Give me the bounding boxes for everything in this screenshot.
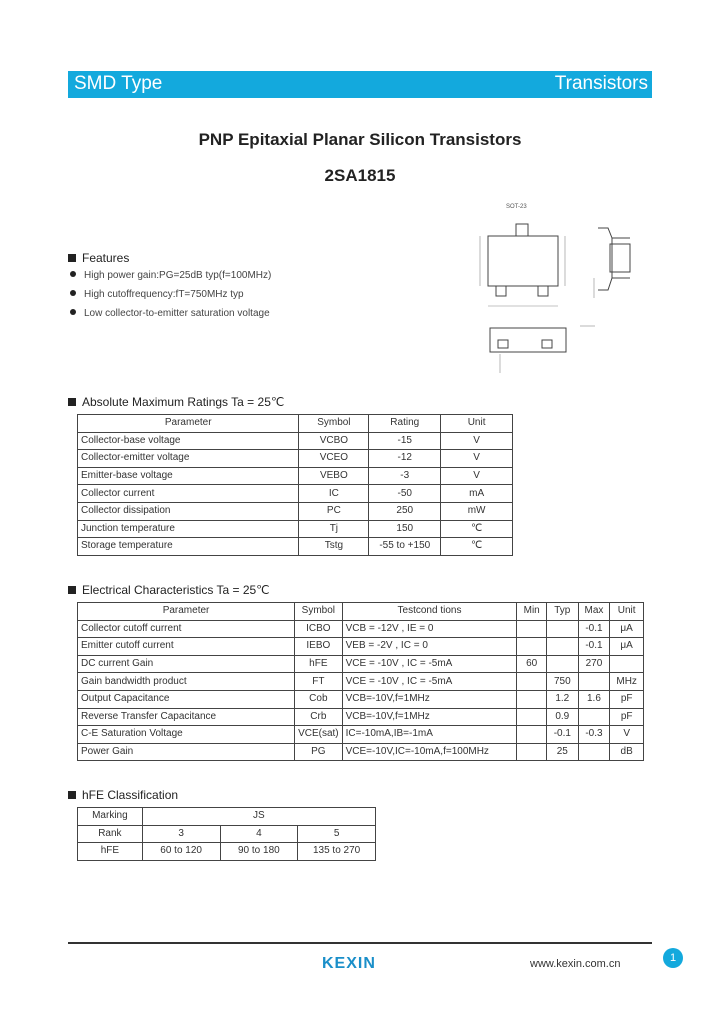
package-drawing [470,198,640,388]
table-cell: Collector cutoff current [78,620,295,638]
table-cell: -0.3 [578,726,610,744]
table-cell [610,655,644,673]
table-cell: 4 [220,825,298,843]
table-cell: 135 to 270 [298,843,376,861]
table-row [78,673,644,691]
table-cell: Collector-emitter voltage [78,450,299,468]
table-cell: -50 [369,485,441,503]
table-cell: VEB = -2V , IC = 0 [342,638,517,656]
part-number: 2SA1815 [324,166,396,185]
table-row [78,843,376,861]
table-row [78,538,513,556]
table-cell: VCE = -10V , IC = -5mA [342,655,517,673]
table-cell: Storage temperature [78,538,299,556]
table-cell: mA [441,485,513,503]
table-header-cell: Unit [441,415,513,433]
features-heading-text: Features [82,251,130,265]
table-cell: dB [610,743,644,761]
table-cell: Marking [78,808,143,826]
table-cell: 150 [369,520,441,538]
header-right: Transistors [554,73,648,94]
feature-text: Low collector-to-emitter saturation voltage [84,308,270,319]
table-cell: Tj [299,520,369,538]
table-cell [578,743,610,761]
table-cell: Rank [78,825,143,843]
doc-title: PNP Epitaxial Planar Silicon Transistors [198,130,522,149]
table-row [78,450,513,468]
table-cell: V [441,450,513,468]
elec-table [77,602,644,761]
table-cell: Power Gain [78,743,295,761]
abs-max-heading-text: Absolute Maximum Ratings Ta = 25℃ [82,395,285,409]
elec-heading-text: Electrical Characteristics Ta = 25℃ [82,583,270,597]
table-cell [547,620,579,638]
table-header-cell: Max [578,603,610,621]
table-cell: Junction temperature [78,520,299,538]
table-cell: Cob [295,690,343,708]
table-row [78,620,644,638]
table-cell: hFE [295,655,343,673]
table-cell [578,708,610,726]
table-cell: hFE [78,843,143,861]
table-cell: V [441,432,513,450]
feature-text: High cutoffrequency:fT=750MHz typ [84,289,244,300]
header-left: SMD Type [74,73,163,94]
table-cell: VCE(sat) [295,726,343,744]
table-row [78,485,513,503]
elec-heading [68,583,270,597]
table-cell [517,638,547,656]
feature-text: High power gain:PG=25dB typ(f=100MHz) [84,270,272,281]
page-number-badge: 1 [663,948,683,968]
table-cell: 250 [369,502,441,520]
table-cell: DC current Gain [78,655,295,673]
table-header-cell: Parameter [78,415,299,433]
table-cell: 1.2 [547,690,579,708]
table-cell: IEBO [295,638,343,656]
table-cell: Output Capacitance [78,690,295,708]
table-cell: IC [299,485,369,503]
table-cell: -3 [369,467,441,485]
table-cell: VEBO [299,467,369,485]
bullet-dot-icon [70,271,76,277]
table-cell: VCB = -12V , IE = 0 [342,620,517,638]
table-cell: μA [610,620,644,638]
table-header-cell: Testcond tions [342,603,517,621]
table-cell [547,638,579,656]
table-row [78,825,376,843]
feature-item [70,270,271,281]
table-header-cell: Rating [369,415,441,433]
table-cell: 3 [142,825,220,843]
table-header-cell: Parameter [78,603,295,621]
table-row [78,467,513,485]
table-cell: ℃ [441,538,513,556]
table-header-cell: Typ [547,603,579,621]
table-cell [517,708,547,726]
bullet-square-icon [68,254,76,262]
table-cell: -0.1 [547,726,579,744]
package-label: SOT-23 [506,204,527,210]
table-cell: Collector-base voltage [78,432,299,450]
table-cell: 0.9 [547,708,579,726]
table-cell: 270 [578,655,610,673]
table-cell: 60 to 120 [142,843,220,861]
table-cell: VCEO [299,450,369,468]
table-cell: MHz [610,673,644,691]
bullet-square-icon [68,791,76,799]
table-cell: 750 [547,673,579,691]
table-cell: ℃ [441,520,513,538]
table-cell: VCE=-10V,IC=-10mA,f=100MHz [342,743,517,761]
table-cell: V [610,726,644,744]
table-header-cell: Unit [610,603,644,621]
table-cell: -0.1 [578,638,610,656]
table-header-row [78,415,513,433]
table-cell: -12 [369,450,441,468]
table-row [78,690,644,708]
table-cell: C-E Saturation Voltage [78,726,295,744]
bullet-square-icon [68,586,76,594]
footer-divider [68,942,652,944]
table-cell [517,673,547,691]
table-cell: -15 [369,432,441,450]
table-cell [517,726,547,744]
table-cell: Emitter-base voltage [78,467,299,485]
table-cell: Crb [295,708,343,726]
table-cell: 90 to 180 [220,843,298,861]
table-row [78,726,644,744]
table-row [78,708,644,726]
table-cell: V [441,467,513,485]
table-cell: VCB=-10V,f=1MHz [342,708,517,726]
features-heading [68,251,129,265]
table-header-cell: Symbol [295,603,343,621]
table-row [78,502,513,520]
table-cell: 60 [517,655,547,673]
table-cell: PG [295,743,343,761]
bullet-dot-icon [70,290,76,296]
table-cell [517,743,547,761]
hfe-heading-text: hFE Classification [82,788,179,802]
table-cell: FT [295,673,343,691]
table-cell: 1.6 [578,690,610,708]
table-row [78,655,644,673]
table-cell [517,690,547,708]
footer-url[interactable]: www.kexin.com.cn [530,958,621,970]
table-row [78,432,513,450]
table-cell: 25 [547,743,579,761]
abs-max-heading [68,395,284,409]
table-cell: Collector dissipation [78,502,299,520]
table-cell: pF [610,690,644,708]
table-header-cell: Symbol [299,415,369,433]
table-cell: -55 to +150 [369,538,441,556]
table-cell [578,673,610,691]
table-cell: 5 [298,825,376,843]
bullet-square-icon [68,398,76,406]
table-cell: pF [610,708,644,726]
table-row [78,808,376,826]
header-banner [68,71,652,98]
table-cell: Tstg [299,538,369,556]
table-cell: Collector current [78,485,299,503]
table-header-row [78,603,644,621]
table-cell: VCE = -10V , IC = -5mA [342,673,517,691]
table-cell: VCB=-10V,f=1MHz [342,690,517,708]
table-cell [547,655,579,673]
table-cell: μA [610,638,644,656]
bullet-dot-icon [70,309,76,315]
table-row [78,638,644,656]
kexin-logo: KEXIN [322,955,376,972]
table-cell [517,620,547,638]
table-cell: JS [142,808,375,826]
table-cell: IC=-10mA,IB=-1mA [342,726,517,744]
feature-item [70,308,270,319]
table-header-cell: Min [517,603,547,621]
table-cell: Gain bandwidth product [78,673,295,691]
table-cell: VCBO [299,432,369,450]
table-cell: Emitter cutoff current [78,638,295,656]
table-row [78,520,513,538]
feature-item [70,289,244,300]
table-cell: -0.1 [578,620,610,638]
abs-max-table [77,414,513,556]
table-cell: ICBO [295,620,343,638]
hfe-table [77,807,376,861]
table-row [78,743,644,761]
table-cell: Reverse Transfer Capacitance [78,708,295,726]
hfe-heading [68,788,178,802]
table-cell: mW [441,502,513,520]
table-cell: PC [299,502,369,520]
